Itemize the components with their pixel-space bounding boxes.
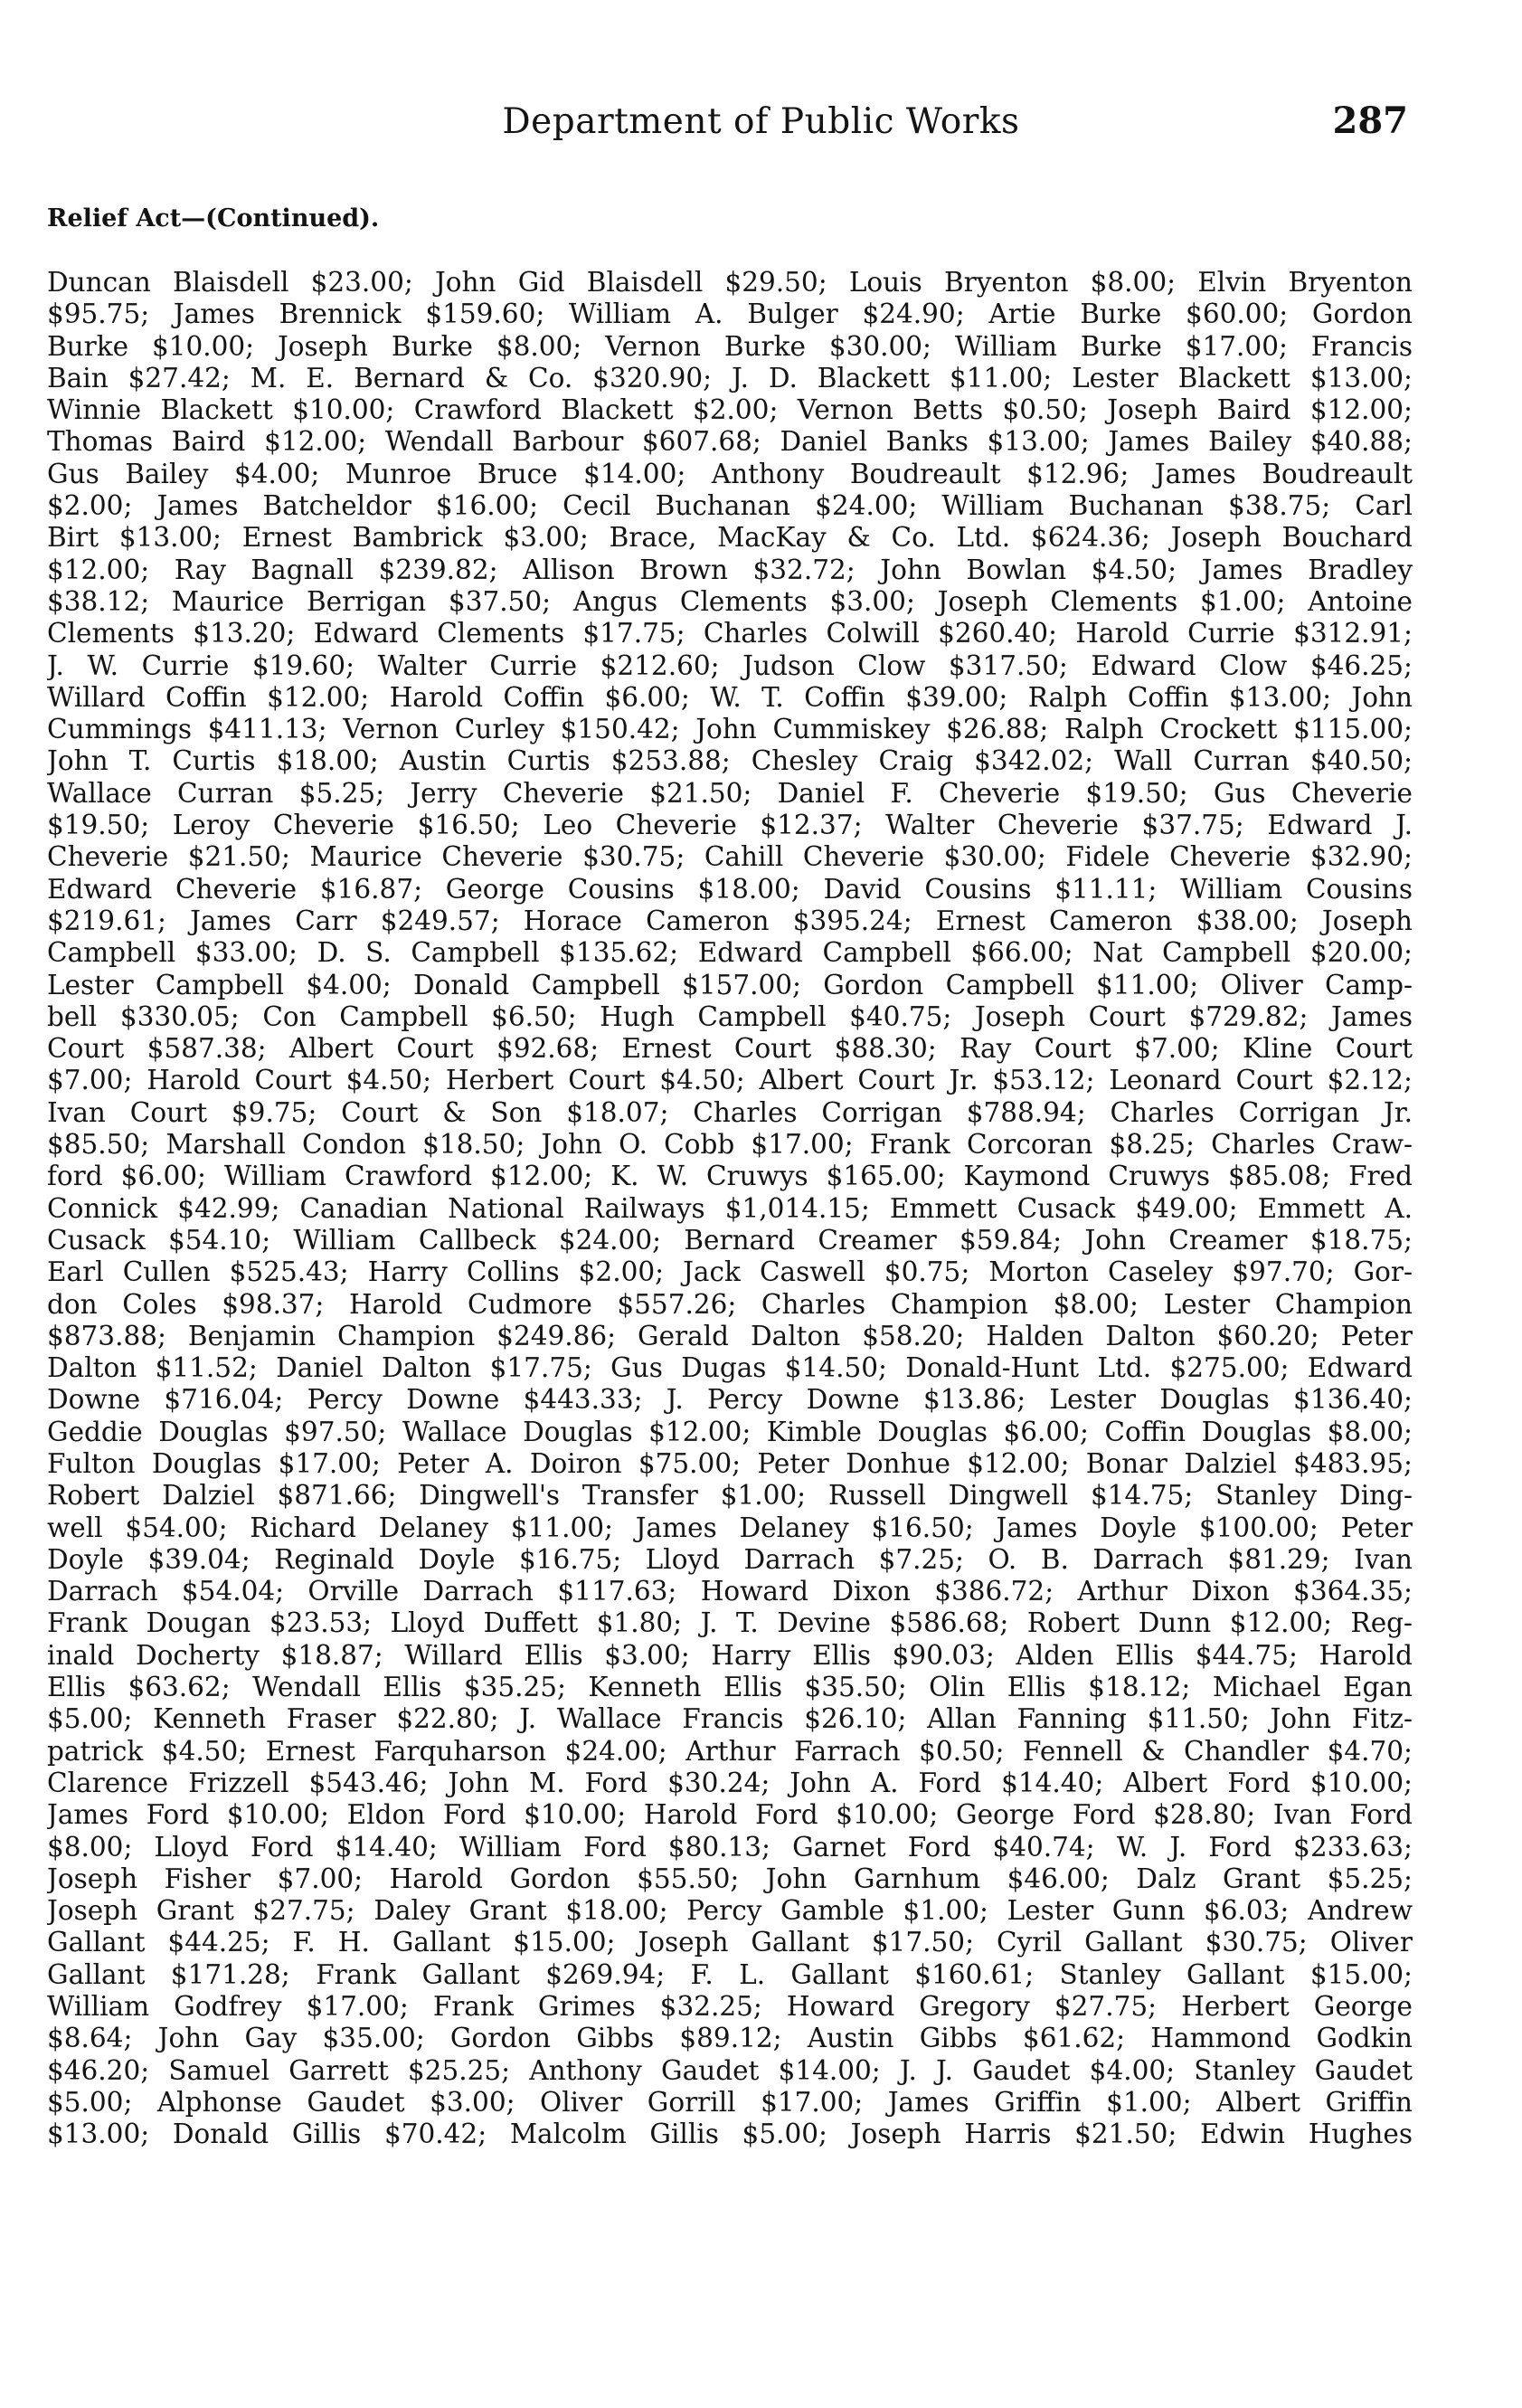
text-line: patrick $4.50; Ernest Farquharson $24.00; Arthur Farrach $0.50; Fennell & Chandler $4.70; [47,1735,1413,1767]
text-line: $219.61; James Carr $249.57; Horace Cameron $395.24; Ernest Cameron $38.00; Joseph [47,905,1413,936]
page-number: 287 [1332,100,1408,142]
text-line: Joseph Grant $27.75; Daley Grant $18.00; Percy Gamble $1.00; Lester Gunn $6.03; Andrew [47,1895,1413,1927]
text-line: Darrach $54.04; Orville Darrach $117.63; Howard Dixon $386.72; Arthur Dixon $364.35; [47,1576,1413,1607]
text-line: Birt $13.00; Ernest Bambrick $3.00; Brace, MacKay & Co. Ltd. $624.36; Joseph Bouchard [47,522,1413,554]
text-line: Wallace Curran $5.25; Jerry Cheverie $21.50; Daniel F. Cheverie $19.50; Gus Cheverie [47,777,1413,809]
text-line: Duncan Blaisdell $23.00; John Gid Blaisdell $29.50; Louis Bryenton $8.00; Elvin Bryenton [47,267,1413,298]
text-line: $5.00; Alphonse Gaudet $3.00; Oliver Gorrill $17.00; James Griffin $1.00; Albert Griffin [47,2086,1413,2118]
text-line: Winnie Blackett $10.00; Crawford Blackett $2.00; Vernon Betts $0.50; Joseph Baird $12.00; [47,394,1413,426]
text-line: Edward Cheverie $16.87; George Cousins $18.00; David Cousins $11.11; William Cousins [47,873,1413,905]
text-line: Lester Campbell $4.00; Donald Campbell $157.00; Gordon Campbell $11.00; Oliver Camp- [47,969,1413,1000]
text-line: Gallant $171.28; Frank Gallant $269.94; F. L. Gallant $160.61; Stanley Gallant $15.00; [47,1958,1413,1990]
text-line: Cummings $411.13; Vernon Curley $150.42; John Cummiskey $26.88; Ralph Crockett $115.00; [47,714,1413,745]
text-line: John T. Curtis $18.00; Austin Curtis $253.88; Chesley Craig $342.02; Wall Curran $40.50; [47,745,1413,777]
text-line: Connick $42.99; Canadian National Railways $1,014.15; Emmett Cusack $49.00; Emmett A. [47,1192,1413,1224]
text-line: Ivan Court $9.75; Court & Son $18.07; Charles Corrigan $788.94; Charles Corrigan Jr. [47,1096,1413,1128]
text-line: $38.12; Maurice Berrigan $37.50; Angus Clements $3.00; Joseph Clements $1.00; Antoine [47,585,1413,617]
text-line: Robert Dalziel $871.66; Dingwell's Transfer $1.00; Russell Dingwell $14.75; Stanley Ding- [47,1480,1413,1512]
text-line: ford $6.00; William Crawford $12.00; K. W. Cruwys $165.00; Kaymond Cruwys $85.08; Fred [47,1161,1413,1192]
text-line: Fulton Douglas $17.00; Peter A. Doiron $75.00; Peter Donhue $12.00; Bonar Dalziel $483.95; [47,1447,1413,1479]
text-line: $85.50; Marshall Condon $18.50; John O. Cobb $17.00; Frank Corcoran $8.25; Charles Craw- [47,1129,1413,1161]
text-line: $2.00; James Batcheldor $16.00; Cecil Buchanan $24.00; William Buchanan $38.75; Carl [47,490,1413,522]
text-line: $13.00; Donald Gillis $70.42; Malcolm Gillis $5.00; Joseph Harris $21.50; Edwin Hughes [47,2119,1413,2150]
text-line: Joseph Fisher $7.00; Harold Gordon $55.50; John Garnhum $46.00; Dalz Grant $5.25; [47,1863,1413,1894]
text-line: Court $587.38; Albert Court $92.68; Ernest Court $88.30; Ray Court $7.00; Kline Court [47,1033,1413,1065]
text-line: $95.75; James Brennick $159.60; William A. Bulger $24.90; Artie Burke $60.00; Gordon [47,299,1413,330]
text-line: Thomas Baird $12.00; Wendall Barbour $607.68; Daniel Banks $13.00; James Bailey $40.88; [47,426,1413,458]
text-line: Gus Bailey $4.00; Munroe Bruce $14.00; Anthony Boudreault $12.96; James Boudreault [47,458,1413,489]
text-line: Cusack $54.10; William Callbeck $24.00; Bernard Creamer $59.84; John Creamer $18.75; [47,1224,1413,1256]
text-line: Doyle $39.04; Reginald Doyle $16.75; Lloyd Darrach $7.25; O. B. Darrach $81.29; Ivan [47,1543,1413,1575]
text-line: Clarence Frizzell $543.46; John M. Ford $30.24; John A. Ford $14.40; Albert Ford $10.00; [47,1767,1413,1798]
text-line: Frank Dougan $23.53; Lloyd Duffett $1.80; J. T. Devine $586.68; Robert Dunn $12.00; Reg- [47,1607,1413,1639]
text-line: well $54.00; Richard Delaney $11.00; James Delaney $16.50; James Doyle $100.00; Peter [47,1512,1413,1543]
text-line: J. W. Currie $19.60; Walter Currie $212.60; Judson Clow $317.50; Edward Clow $46.25; [47,649,1413,681]
text-line: $7.00; Harold Court $4.50; Herbert Court $4.50; Albert Court Jr. $53.12; Leonard Court $2.12; [47,1065,1413,1096]
text-line: James Ford $10.00; Eldon Ford $10.00; Harold Ford $10.00; George Ford $28.80; Ivan Ford [47,1799,1413,1831]
text-line: Earl Cullen $525.43; Harry Collins $2.00; Jack Caswell $0.75; Morton Caseley $97.70; Gor- [47,1256,1413,1288]
text-line: Gallant $44.25; F. H. Gallant $15.00; Joseph Gallant $17.50; Cyril Gallant $30.75; Oliver [47,1927,1413,1958]
text-line: inald Docherty $18.87; Willard Ellis $3.00; Harry Ellis $90.03; Alden Ellis $44.75; Harold [47,1639,1413,1671]
body-paragraph [47,267,1413,2151]
text-line: Burke $10.00; Joseph Burke $8.00; Vernon Burke $30.00; William Burke $17.00; Francis [47,330,1413,362]
text-line: $8.64; John Gay $35.00; Gordon Gibbs $89.12; Austin Gibbs $61.62; Hammond Godkin [47,2023,1413,2054]
text-line: $19.50; Leroy Cheverie $16.50; Leo Cheverie $12.37; Walter Cheverie $37.75; Edward J. [47,810,1413,841]
text-line: $12.00; Ray Bagnall $239.82; Allison Brown $32.72; John Bowlan $4.50; James Bradley [47,554,1413,585]
text-line: $46.20; Samuel Garrett $25.25; Anthony Gaudet $14.00; J. J. Gaudet $4.00; Stanley Gaudet [47,2054,1413,2086]
text-line: Dalton $11.52; Daniel Dalton $17.75; Gus Dugas $14.50; Donald-Hunt Ltd. $275.00; Edward [47,1352,1413,1384]
text-line: Campbell $33.00; D. S. Campbell $135.62; Edward Campbell $66.00; Nat Campbell $20.00; [47,937,1413,969]
text-line: Downe $716.04; Percy Downe $443.33; J. Percy Downe $13.86; Lester Douglas $136.40; [47,1384,1413,1416]
text-line: Cheverie $21.50; Maurice Cheverie $30.75; Cahill Cheverie $30.00; Fidele Cheverie $32.90; [47,841,1413,873]
text-line: Bain $27.42; M. E. Bernard & Co. $320.90; J. D. Blackett $11.00; Lester Blackett $13.00; [47,362,1413,393]
section-heading: Relief Act—(Continued). [47,204,380,232]
text-line: bell $330.05; Con Campbell $6.50; Hugh Campbell $40.75; Joseph Court $729.82; James [47,1000,1413,1032]
text-line: Clements $13.20; Edward Clements $17.75; Charles Colwill $260.40; Harold Currie $312.91; [47,618,1413,649]
text-line: $873.88; Benjamin Champion $249.86; Gerald Dalton $58.20; Halden Dalton $60.20; Peter [47,1320,1413,1351]
running-head [0,98,1522,152]
text-line: Ellis $63.62; Wendall Ellis $35.25; Kenneth Ellis $35.50; Olin Ellis $18.12; Michael Egan [47,1672,1413,1703]
text-line: Willard Coffin $12.00; Harold Coffin $6.00; W. T. Coffin $39.00; Ralph Coffin $13.00; John [47,681,1413,713]
text-line: Geddie Douglas $97.50; Wallace Douglas $12.00; Kimble Douglas $6.00; Coffin Douglas $8.00; [47,1416,1413,1447]
running-title: Department of Public Works [502,101,1020,142]
text-line: don Coles $98.37; Harold Cudmore $557.26; Charles Champion $8.00; Lester Champion [47,1288,1413,1320]
text-line: William Godfrey $17.00; Frank Grimes $32.25; Howard Gregory $27.75; Herbert George [47,1991,1413,2023]
text-line: $8.00; Lloyd Ford $14.40; William Ford $80.13; Garnet Ford $40.74; W. J. Ford $233.63; [47,1831,1413,1863]
text-line: $5.00; Kenneth Fraser $22.80; J. Wallace Francis $26.10; Allan Fanning $11.50; John Fitz- [47,1703,1413,1735]
